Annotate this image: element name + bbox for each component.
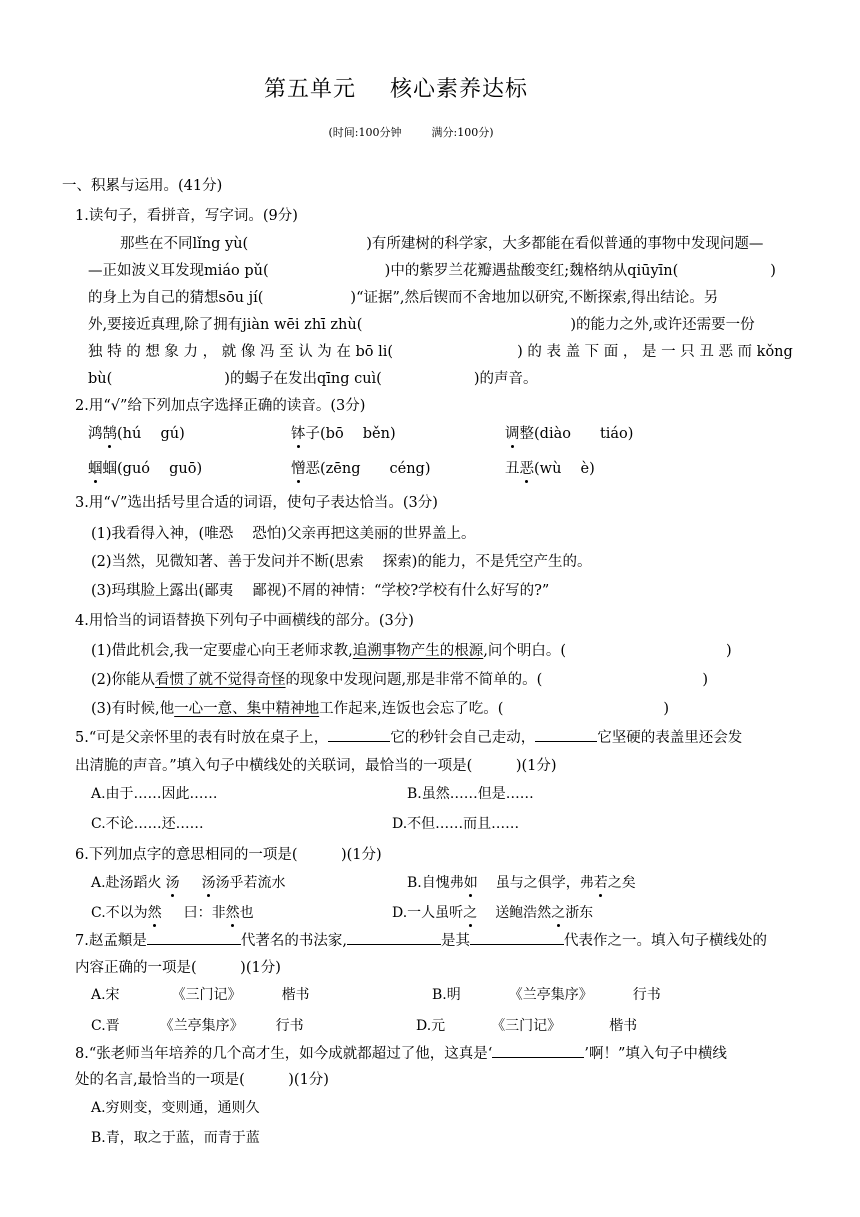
q2-item-3: 调整(diào tiáo) <box>505 426 634 442</box>
answer-blank[interactable] <box>492 1056 584 1058</box>
q5-line-1: 5.“可是父亲怀里的表有时放在桌子上， 它的秒针会自己走动， 它坚硬的表盖里还会发 <box>75 730 743 746</box>
question-1-heading: 1.读句子，看拼音，写字词。(9分) <box>75 208 298 224</box>
q1-line1: 那些在不同lǐng yù( )有所建树的科学家，大多都能在看似普通的事物中发现问题— <box>120 236 764 252</box>
q8-option-b[interactable]: B.青，取之于蓝，而青于蓝 <box>91 1130 260 1146</box>
time-limit: (时间:100分钟 <box>328 126 402 139</box>
q1-line2: —正如波义耳发现miáo pǔ( )中的紫罗兰花瓣遇盐酸变红;魏格纳从qiūyīn( ) <box>88 263 776 279</box>
q7-option-a[interactable]: A.宋 《三门记》 楷书 <box>91 987 310 1003</box>
q7-option-d[interactable]: D.元 《三门记》 楷书 <box>416 1018 638 1034</box>
q3-sentence-2: (2)当然，见微知著、善于发问并不断(思索 探索)的能力，不是凭空产生的。 <box>91 554 592 570</box>
q6-option-b[interactable]: B.自愧弗如 虽与之俱学，弗若之矣 <box>407 875 636 891</box>
section-heading: 一、积累与运用。(41分) <box>62 178 223 194</box>
q7-line-2: 内容正确的一项是( )(1分) <box>75 960 281 976</box>
answer-blank[interactable] <box>328 740 390 742</box>
q4-sentence-2: (2)你能从看惯了就不觉得奇怪的现象中发现问题,那是非常不简单的。( ) <box>91 672 708 688</box>
q7-option-c[interactable]: C.晋 《兰亭集序》 行书 <box>91 1018 304 1034</box>
q8-line-1: 8.“张老师当年培养的几个高才生，如今成就都超过了他，这真是‘ ’啊！”填入句子中横线 <box>75 1046 727 1062</box>
underlined-phrase: 一心一意、集中精神地 <box>174 701 320 717</box>
q8-option-a[interactable]: A.穷则变，变则通，通则久 <box>91 1100 260 1116</box>
q6-option-c[interactable]: C.不以为然 曰：非然也 <box>91 905 254 921</box>
q8-line-2: 处的名言,最恰当的一项是( )(1分) <box>75 1072 329 1088</box>
q2-item-5: 憎恶(zēng céng) <box>291 461 431 477</box>
q2-item-4: 蝈蝈(guó guō) <box>88 461 203 477</box>
page-subtitle <box>0 124 822 140</box>
underlined-phrase: 追溯事物产生的根源 <box>352 643 484 659</box>
q6-option-d[interactable]: D.一人虽听之 送鲍浩然之浙东 <box>392 905 594 921</box>
q4-sentence-3: (3)有时候,他一心一意、集中精神地工作起来,连饭也会忘了吃。( ) <box>91 701 670 717</box>
full-score: 满分:100分) <box>431 126 494 139</box>
q1-line3: 的身上为自己的猜想sōu jí( )“证据”,然后锲而不舍地加以研究,不断探索,得出结论。另 <box>88 290 719 306</box>
q2-item-6: 丑恶(wù è) <box>505 461 595 477</box>
question-6-heading: 6.下列加点字的意思相同的一项是( )(1分) <box>75 847 382 863</box>
q2-item-2: 钵子(bō běn) <box>291 426 396 442</box>
q1-line4: 外,要接近真理,除了拥有jiàn wēi zhī zhù( )的能力之外,或许还需要一份 <box>88 317 755 333</box>
q3-sentence-1: (1)我看得入神，(唯恐 恐怕)父亲再把这美丽的世界盖上。 <box>91 526 476 542</box>
q3-sentence-3: (3)玛琪脸上露出(鄙夷 鄙视)不屑的神情：“学校?学校有什么好写的?” <box>91 583 550 599</box>
q5-line-2: 出清脆的声音。”填入句子中横线处的关联词，最恰当的一项是( )(1分) <box>75 758 557 774</box>
answer-blank[interactable] <box>347 943 441 945</box>
q1-line6: bù( )的蝎子在发出qīng cuì( )的声音。 <box>88 371 538 387</box>
q2-item-1: 鸿鹄(hú gú) <box>88 426 185 442</box>
question-4-heading: 4.用恰当的词语替换下列句子中画横线的部分。(3分) <box>75 613 414 629</box>
question-3-heading: 3.用“√”选出括号里合适的词语，使句子表达恰当。(3分) <box>75 495 438 511</box>
answer-blank[interactable] <box>470 943 564 945</box>
underlined-phrase: 看惯了就不觉得奇怪 <box>155 672 286 688</box>
q4-sentence-1: (1)借此机会,我一定要虚心向王老师求教,追溯事物产生的根源,问个明白。( ) <box>91 643 732 659</box>
q5-option-a[interactable]: A.由于……因此…… <box>91 786 218 802</box>
q1-line5: 独 特 的 想 象 力 ， 就 像 冯 至 认 为 在 bō li( ) 的 表 盖 下 面 ， 是 一 只 丑 恶 而 kǒng <box>88 344 793 360</box>
answer-blank[interactable] <box>535 740 597 742</box>
q6-option-a[interactable]: A.赴汤蹈火 汤 汤汤乎若流水 <box>91 875 286 891</box>
q5-option-b[interactable]: B.虽然……但是…… <box>407 786 534 802</box>
q7-option-b[interactable]: B.明 《兰亭集序》 行书 <box>432 987 661 1003</box>
question-2-heading: 2.用“√”给下列加点字选择正确的读音。(3分) <box>75 398 366 414</box>
answer-blank[interactable] <box>147 943 241 945</box>
page-title <box>0 72 792 103</box>
q5-option-d[interactable]: D.不但……而且…… <box>392 816 520 832</box>
title-unit: 第五单元 <box>263 77 356 102</box>
q7-line-1: 7.赵孟頫是 代著名的书法家, 是其 代表作之一。填入句子横线处的 <box>75 933 767 949</box>
title-topic: 核心素养达标 <box>390 77 529 102</box>
q5-option-c[interactable]: C.不论……还…… <box>91 816 204 832</box>
